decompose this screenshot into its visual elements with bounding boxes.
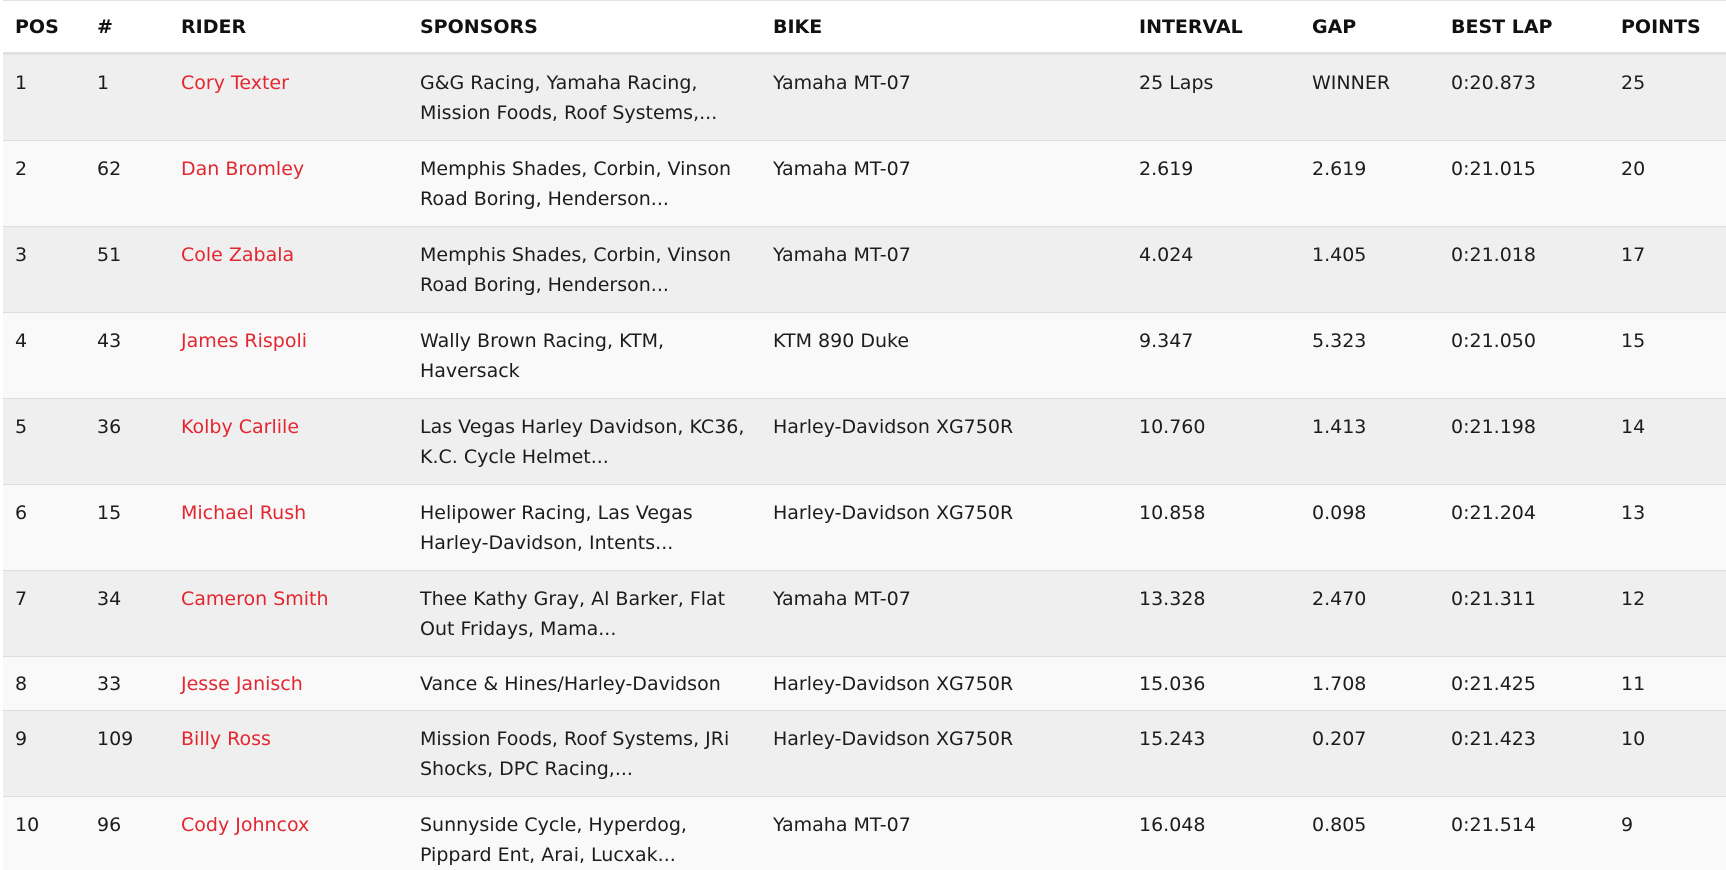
table-row: [3, 797, 1726, 870]
cell-best-lap: 0:21.311: [1439, 571, 1609, 657]
cell-bike: Harley-Davidson XG750R: [761, 399, 1127, 485]
cell-pos: 7: [3, 571, 85, 657]
table-row: [3, 711, 1726, 797]
cell-number: 36: [85, 399, 169, 485]
cell-sponsors: [408, 313, 761, 399]
rider-link[interactable]: Kolby Carlile: [181, 416, 300, 438]
sponsors-text: Vance & Hines/Harley-Davidson: [420, 673, 721, 695]
cell-points: 14: [1609, 399, 1726, 485]
cell-points: 25: [1609, 54, 1726, 141]
cell-points: 13: [1609, 485, 1726, 571]
cell-number: 109: [85, 711, 169, 797]
rider-link[interactable]: Billy Ross: [181, 728, 271, 750]
cell-interval: 15.243: [1127, 711, 1300, 797]
cell-points: 11: [1609, 657, 1726, 711]
cell-rider: [169, 657, 408, 711]
cell-sponsors: [408, 54, 761, 141]
cell-rider: [169, 485, 408, 571]
cell-bike: Yamaha MT-07: [761, 797, 1127, 870]
cell-rider: [169, 711, 408, 797]
table-row: [3, 399, 1726, 485]
table-row: [3, 141, 1726, 227]
sponsors-text: Wally Brown Racing, KTM, Haversack: [420, 330, 665, 382]
cell-interval: 10.858: [1127, 485, 1300, 571]
header-pos: POS: [3, 1, 85, 54]
header-bike: BIKE: [761, 1, 1127, 54]
sponsors-text: G&G Racing, Yamaha Racing, Mission Foods, Roof Systems,...: [420, 72, 718, 124]
cell-rider: [169, 313, 408, 399]
cell-number: 15: [85, 485, 169, 571]
cell-pos: 9: [3, 711, 85, 797]
cell-gap: 5.323: [1300, 313, 1439, 399]
cell-bike: KTM 890 Duke: [761, 313, 1127, 399]
table-row: [3, 54, 1726, 141]
cell-best-lap: 0:21.423: [1439, 711, 1609, 797]
cell-rider: [169, 141, 408, 227]
cell-pos: 6: [3, 485, 85, 571]
cell-sponsors: [408, 657, 761, 711]
rider-link[interactable]: Jesse Janisch: [181, 673, 303, 695]
sponsors-text: Mission Foods, Roof Systems, JRi Shocks, DPC Racing,...: [420, 728, 730, 780]
cell-number: 1: [85, 54, 169, 141]
cell-pos: 10: [3, 797, 85, 870]
cell-rider: [169, 571, 408, 657]
cell-rider: [169, 54, 408, 141]
cell-bike: Yamaha MT-07: [761, 227, 1127, 313]
table-row: [3, 657, 1726, 711]
cell-gap: 1.405: [1300, 227, 1439, 313]
cell-number: 43: [85, 313, 169, 399]
table-body: [3, 54, 1726, 870]
cell-pos: 2: [3, 141, 85, 227]
cell-gap: WINNER: [1300, 54, 1439, 141]
rider-link[interactable]: Cole Zabala: [181, 244, 295, 266]
cell-pos: 8: [3, 657, 85, 711]
cell-gap: 2.470: [1300, 571, 1439, 657]
table-header: [3, 1, 1726, 54]
cell-pos: 1: [3, 54, 85, 141]
rider-link[interactable]: Dan Bromley: [181, 158, 305, 180]
sponsors-text: Memphis Shades, Corbin, Vinson Road Boring, Henderson...: [420, 158, 732, 210]
cell-gap: 0.805: [1300, 797, 1439, 870]
cell-sponsors: [408, 227, 761, 313]
cell-number: 51: [85, 227, 169, 313]
cell-number: 33: [85, 657, 169, 711]
header-interval: INTERVAL: [1127, 1, 1300, 54]
cell-points: 10: [1609, 711, 1726, 797]
cell-points: 17: [1609, 227, 1726, 313]
cell-bike: Harley-Davidson XG750R: [761, 485, 1127, 571]
rider-link[interactable]: Cameron Smith: [181, 588, 329, 610]
cell-interval: 10.760: [1127, 399, 1300, 485]
cell-sponsors: [408, 485, 761, 571]
table-row: [3, 227, 1726, 313]
header-gap: GAP: [1300, 1, 1439, 54]
cell-points: 9: [1609, 797, 1726, 870]
cell-best-lap: 0:21.514: [1439, 797, 1609, 870]
cell-bike: Yamaha MT-07: [761, 141, 1127, 227]
cell-rider: [169, 399, 408, 485]
cell-pos: 4: [3, 313, 85, 399]
cell-interval: 15.036: [1127, 657, 1300, 711]
cell-best-lap: 0:21.018: [1439, 227, 1609, 313]
cell-number: 96: [85, 797, 169, 870]
cell-bike: Harley-Davidson XG750R: [761, 657, 1127, 711]
cell-sponsors: [408, 711, 761, 797]
cell-best-lap: 0:21.198: [1439, 399, 1609, 485]
cell-interval: 16.048: [1127, 797, 1300, 870]
cell-bike: Yamaha MT-07: [761, 54, 1127, 141]
table-row: [3, 313, 1726, 399]
cell-interval: 4.024: [1127, 227, 1300, 313]
sponsors-text: Memphis Shades, Corbin, Vinson Road Boring, Henderson...: [420, 244, 732, 296]
cell-best-lap: 0:21.204: [1439, 485, 1609, 571]
cell-gap: 2.619: [1300, 141, 1439, 227]
table-row: [3, 485, 1726, 571]
cell-pos: 3: [3, 227, 85, 313]
cell-interval: 13.328: [1127, 571, 1300, 657]
header-row: [3, 1, 1726, 54]
sponsors-text: Helipower Racing, Las Vegas Harley-Davidson, Intents...: [420, 502, 693, 554]
cell-best-lap: 0:21.015: [1439, 141, 1609, 227]
cell-best-lap: 0:21.050: [1439, 313, 1609, 399]
cell-gap: 1.413: [1300, 399, 1439, 485]
header-points: POINTS: [1609, 1, 1726, 54]
cell-sponsors: [408, 571, 761, 657]
cell-best-lap: 0:20.873: [1439, 54, 1609, 141]
cell-interval: 2.619: [1127, 141, 1300, 227]
cell-points: 20: [1609, 141, 1726, 227]
sponsors-text: Sunnyside Cycle, Hyperdog, Pippard Ent, Arai, Lucxak...: [420, 814, 687, 866]
cell-points: 15: [1609, 313, 1726, 399]
cell-gap: 0.207: [1300, 711, 1439, 797]
cell-best-lap: 0:21.425: [1439, 657, 1609, 711]
race-results-table: [3, 0, 1726, 870]
cell-interval: 9.347: [1127, 313, 1300, 399]
header-rider: RIDER: [169, 1, 408, 54]
rider-link[interactable]: Michael Rush: [181, 502, 307, 524]
header-best-lap: BEST LAP: [1439, 1, 1609, 54]
cell-gap: 0.098: [1300, 485, 1439, 571]
cell-pos: 5: [3, 399, 85, 485]
cell-sponsors: [408, 141, 761, 227]
cell-rider: [169, 797, 408, 870]
sponsors-text: Las Vegas Harley Davidson, KC36, K.C. Cycle Helmet...: [420, 416, 745, 468]
cell-bike: Harley-Davidson XG750R: [761, 711, 1127, 797]
cell-interval: 25 Laps: [1127, 54, 1300, 141]
cell-sponsors: [408, 399, 761, 485]
sponsors-text: Thee Kathy Gray, Al Barker, Flat Out Fridays, Mama...: [420, 588, 726, 640]
cell-number: 34: [85, 571, 169, 657]
rider-link[interactable]: Cory Texter: [181, 72, 289, 94]
cell-rider: [169, 227, 408, 313]
header-number: #: [85, 1, 169, 54]
table-row: [3, 571, 1726, 657]
header-sponsors: SPONSORS: [408, 1, 761, 54]
cell-gap: 1.708: [1300, 657, 1439, 711]
rider-link[interactable]: Cody Johncox: [181, 814, 310, 836]
rider-link[interactable]: James Rispoli: [181, 330, 308, 352]
cell-bike: Yamaha MT-07: [761, 571, 1127, 657]
cell-points: 12: [1609, 571, 1726, 657]
cell-number: 62: [85, 141, 169, 227]
cell-sponsors: [408, 797, 761, 870]
